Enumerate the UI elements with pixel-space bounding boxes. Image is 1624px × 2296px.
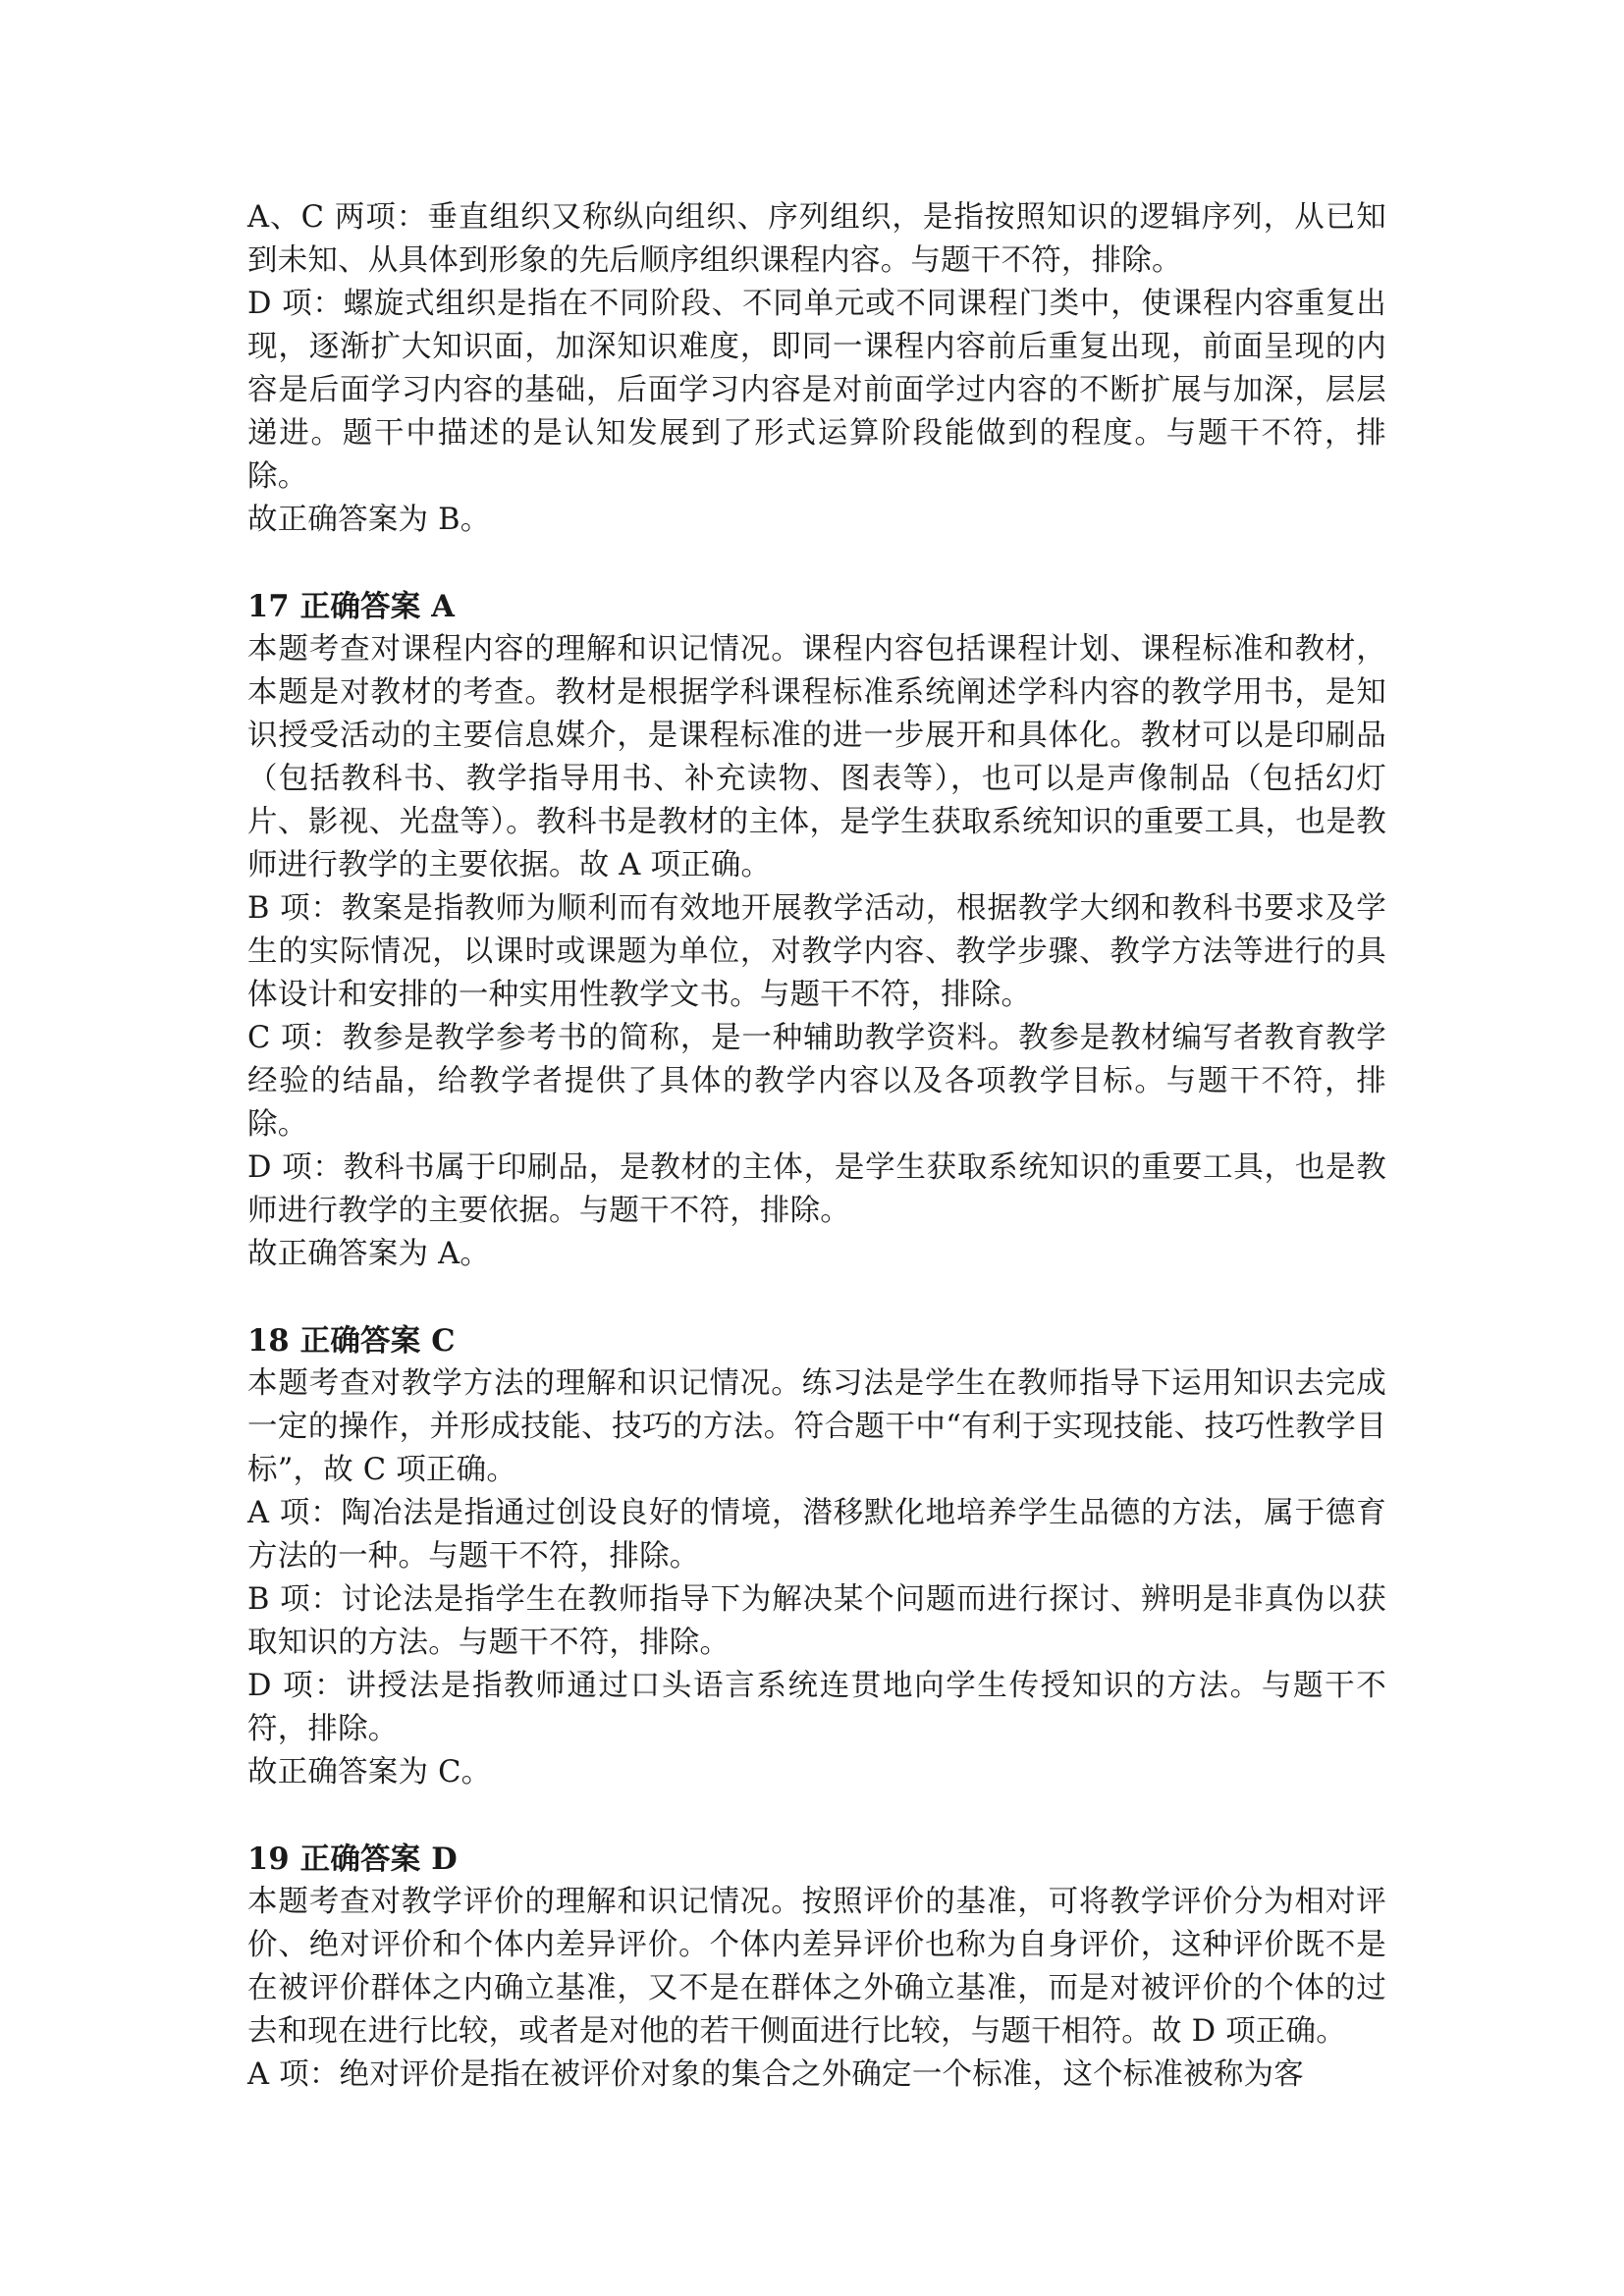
answer-section-19: [247, 1838, 1386, 2097]
paragraph: A 项：绝对评价是指在被评价对象的集合之外确定一个标准，这个标准被称为客: [247, 2057, 1304, 2092]
paragraph: D 项：讲授法是指教师通过口头语言系统连贯地向学生传授知识的方法。与题干不符，排除。: [247, 1669, 1386, 1746]
section-title: 18 正确答案 C: [247, 1323, 456, 1359]
paragraph: D 项：螺旋式组织是指在不同阶段、不同单元或不同课程门类中，使课程内容重复出现，逐渐扩大知识面，加深知识难度，即同一课程内容前后重复出现，前面呈现的内容是后面学习内容的基础，后面学习内容是对前面学过内容的不断扩展与加深，层层递进。题干中描述的是认知发展到了形式运算阶段能做到的程度。与题干不符，排除。: [247, 287, 1386, 494]
paragraph: 故正确答案为 C。: [247, 1755, 492, 1789]
answer-section-17: [247, 585, 1386, 1276]
intro-block: [247, 196, 1386, 542]
paragraph: 本题考查对课程内容的理解和识记情况。课程内容包括课程计划、课程标准和教材，本题是对教材的考查。教材是根据学科课程标准系统阐述学科内容的教学用书，是知识授受活动的主要信息媒介，是课程标准的进一步展开和具体化。教材可以是印刷品（包括教科书、教学指导用书、补充读物、图表等），也可以是声像制品（包括幻灯片、影视、光盘等）。教科书是教材的主体，是学生获取系统知识的重要工具，也是教师进行教学的主要依据。故 A 项正确。: [247, 632, 1386, 882]
answer-explanations: [247, 196, 1386, 2097]
paragraph: B 项：教案是指教师为顺利而有效地开展教学活动，根据教学大纲和教科书要求及学生的实际情况，以课时或课题为单位，对教学内容、教学步骤、教学方法等进行的具体设计和安排的一种实用性教学文书。与题干不符，排除。: [247, 891, 1386, 1012]
paragraph: 故正确答案为 B。: [247, 503, 491, 537]
section-title: 19 正确答案 D: [247, 1842, 458, 1877]
section-title: 17 正确答案 A: [247, 589, 456, 624]
paragraph: 故正确答案为 A。: [247, 1237, 491, 1271]
paragraph: B 项：讨论法是指学生在教师指导下为解决某个问题而进行探讨、辨明是非真伪以获取知识的方法。与题干不符，排除。: [247, 1582, 1386, 1660]
paragraph: 本题考查对教学方法的理解和识记情况。练习法是学生在教师指导下运用知识去完成一定的操作，并形成技能、技巧的方法。符合题干中“有利于实现技能、技巧性教学目标”，故 C 项正确。: [247, 1366, 1386, 1487]
paragraph: C 项：教参是教学参考书的简称，是一种辅助教学资料。教参是教材编写者教育教学经验的结晶，给教学者提供了具体的教学内容以及各项教学目标。与题干不符，排除。: [247, 1021, 1386, 1142]
answer-section-18: [247, 1319, 1386, 1794]
paragraph: A 项：陶冶法是指通过创设良好的情境，潜移默化地培养学生品德的方法，属于德育方法的一种。与题干不符，排除。: [247, 1496, 1386, 1574]
paragraph: 本题考查对教学评价的理解和识记情况。按照评价的基准，可将教学评价分为相对评价、绝对评价和个体内差异评价。个体内差异评价也称为自身评价，这种评价既不是在被评价群体之内确立基准，又不是在群体之外确立基准，而是对被评价的个体的过去和现在进行比较，或者是对他的若干侧面进行比较，与题干相符。故 D 项正确。: [247, 1885, 1386, 2049]
paragraph: A、C 两项：垂直组织又称纵向组织、序列组织，是指按照知识的逻辑序列，从已知到未知、从具体到形象的先后顺序组织课程内容。与题干不符，排除。: [247, 200, 1386, 278]
paragraph: D 项：教科书属于印刷品，是教材的主体，是学生获取系统知识的重要工具，也是教师进行教学的主要依据。与题干不符，排除。: [247, 1150, 1386, 1228]
